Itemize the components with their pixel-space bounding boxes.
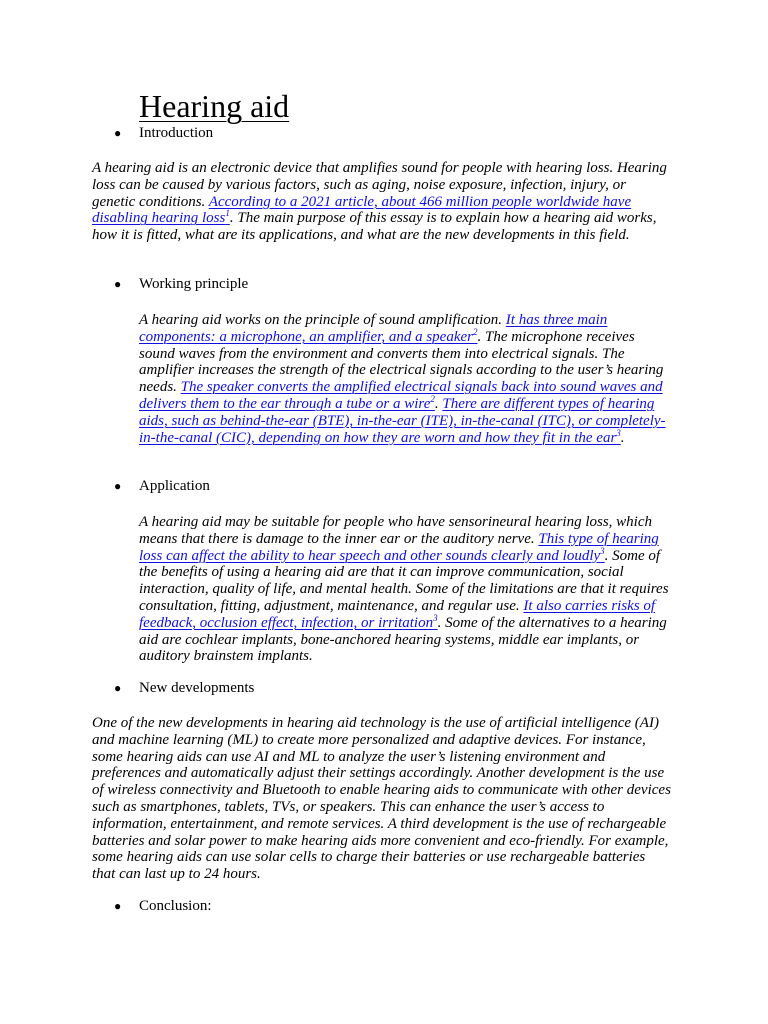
text-run: . — [620, 429, 625, 446]
bullet-icon: ● — [114, 277, 122, 291]
citation-number: 2 — [472, 326, 478, 337]
introduction-paragraph — [92, 160, 672, 244]
new-developments-paragraph — [92, 715, 672, 883]
application-paragraph — [139, 514, 674, 665]
link-text: According to a 2021 article, about 466 million people worldwide have disabling hearing loss — [92, 193, 632, 227]
section-label: Application — [139, 478, 210, 494]
citation-number: 3 — [616, 427, 621, 438]
section-heading-introduction — [114, 125, 213, 142]
text-run: . The main purpose of this essay is to explain how a hearing aid works, how it is fitted, what are its applications, and what are the new developments in this field. — [92, 210, 657, 244]
section-label: Introduction — [139, 125, 214, 141]
text-run: One of the new developments in hearing aid technology is the use of artificial intelligence (AI) and machine learning (ML) to create more personalized and adaptive devices. For instance, some hearing aids can use AI and ML to analyze the user’s listening environment and preferences and automatically adjust their settings accordingly. Another development is the use of wireless connectivity and Bluetooth to enable hearing aids to communicate with other devices such as smartphones, tablets, TVs, or speakers. This can enhance the user’s access to information, entertainment, and remote services. A third development is the use of rechargeable batteries and solar power to make hearing aids more convenient and eco-friendly. For example, some hearing aids can use solar cells to charge their batteries or use rechargeable batteries that can last up to 24 hours. — [92, 715, 671, 883]
section-heading-conclusion — [114, 898, 212, 915]
bullet-icon: ● — [114, 681, 122, 695]
citation-number: 3 — [600, 545, 605, 556]
citation-number: 1 — [225, 208, 230, 219]
working-principle-paragraph — [139, 312, 674, 446]
section-heading-new-developments — [114, 680, 254, 697]
section-label: Working principle — [139, 276, 249, 292]
citation-number: 3 — [433, 612, 438, 623]
citation-number: 2 — [430, 393, 435, 404]
text-run: A hearing aid may be suitable for people who have sensorineural hearing loss, which means that there is damage to the inner ear or the auditory nerve. — [139, 514, 653, 547]
bullet-icon: ● — [114, 126, 122, 140]
bullet-icon: ● — [114, 479, 122, 493]
text-run: A hearing aid works on the principle of sound amplification. — [139, 312, 506, 328]
link-text: This type of hearing loss can affect the ability to hear speech and other sounds clearly and loudly — [139, 530, 659, 564]
bullet-icon: ● — [114, 899, 122, 913]
text-run: . Some of the benefits of using a hearing aid are that it can improve communication, social interaction, quality of life, and mental health. Some of the limitations are that it requires consultation, fitting, adjustment, maintenance, and regular use. — [139, 547, 669, 614]
text-run: . The microphone receives sound waves from the environment and converts them into electrical signals. The amplifier increases the strength of the electrical signals according to the user’s hearing needs. — [139, 328, 664, 396]
section-heading-application — [114, 478, 210, 495]
section-label: Conclusion: — [139, 898, 212, 914]
link-text: There are different types of hearing aids, such as behind-the-ear (BTE), in-the-ear (ITE), in-the-canal (ITC), or completely-in-the-canal (CIC), depending on how they are worn and how they fit in the ear — [139, 395, 666, 446]
section-label: New developments — [139, 680, 255, 696]
text-run: A hearing aid is an electronic device that amplifies sound for people with hearing loss. Hearing loss can be caused by various factors, such as aging, noise exposure, infection, injury, or genetic conditions. — [92, 160, 667, 210]
link-text: It has three main components: a microphone, an amplifier, and a speaker — [139, 312, 608, 345]
section-heading-working-principle — [114, 276, 248, 293]
text-run: . — [434, 395, 443, 412]
text-run: . Some of the alternatives to a hearing aid are cochlear implants, bone-anchored hearing systems, middle ear implants, or auditory brainstem implants. — [139, 614, 667, 665]
link-text: It also carries risks of feedback, occlusion effect, infection, or irritation — [139, 597, 656, 631]
page-title: Hearing aid — [139, 88, 290, 124]
link-text: The speaker converts the amplified electrical signals back into sound waves and delivers them to the ear through a tube or a wire — [139, 379, 663, 412]
